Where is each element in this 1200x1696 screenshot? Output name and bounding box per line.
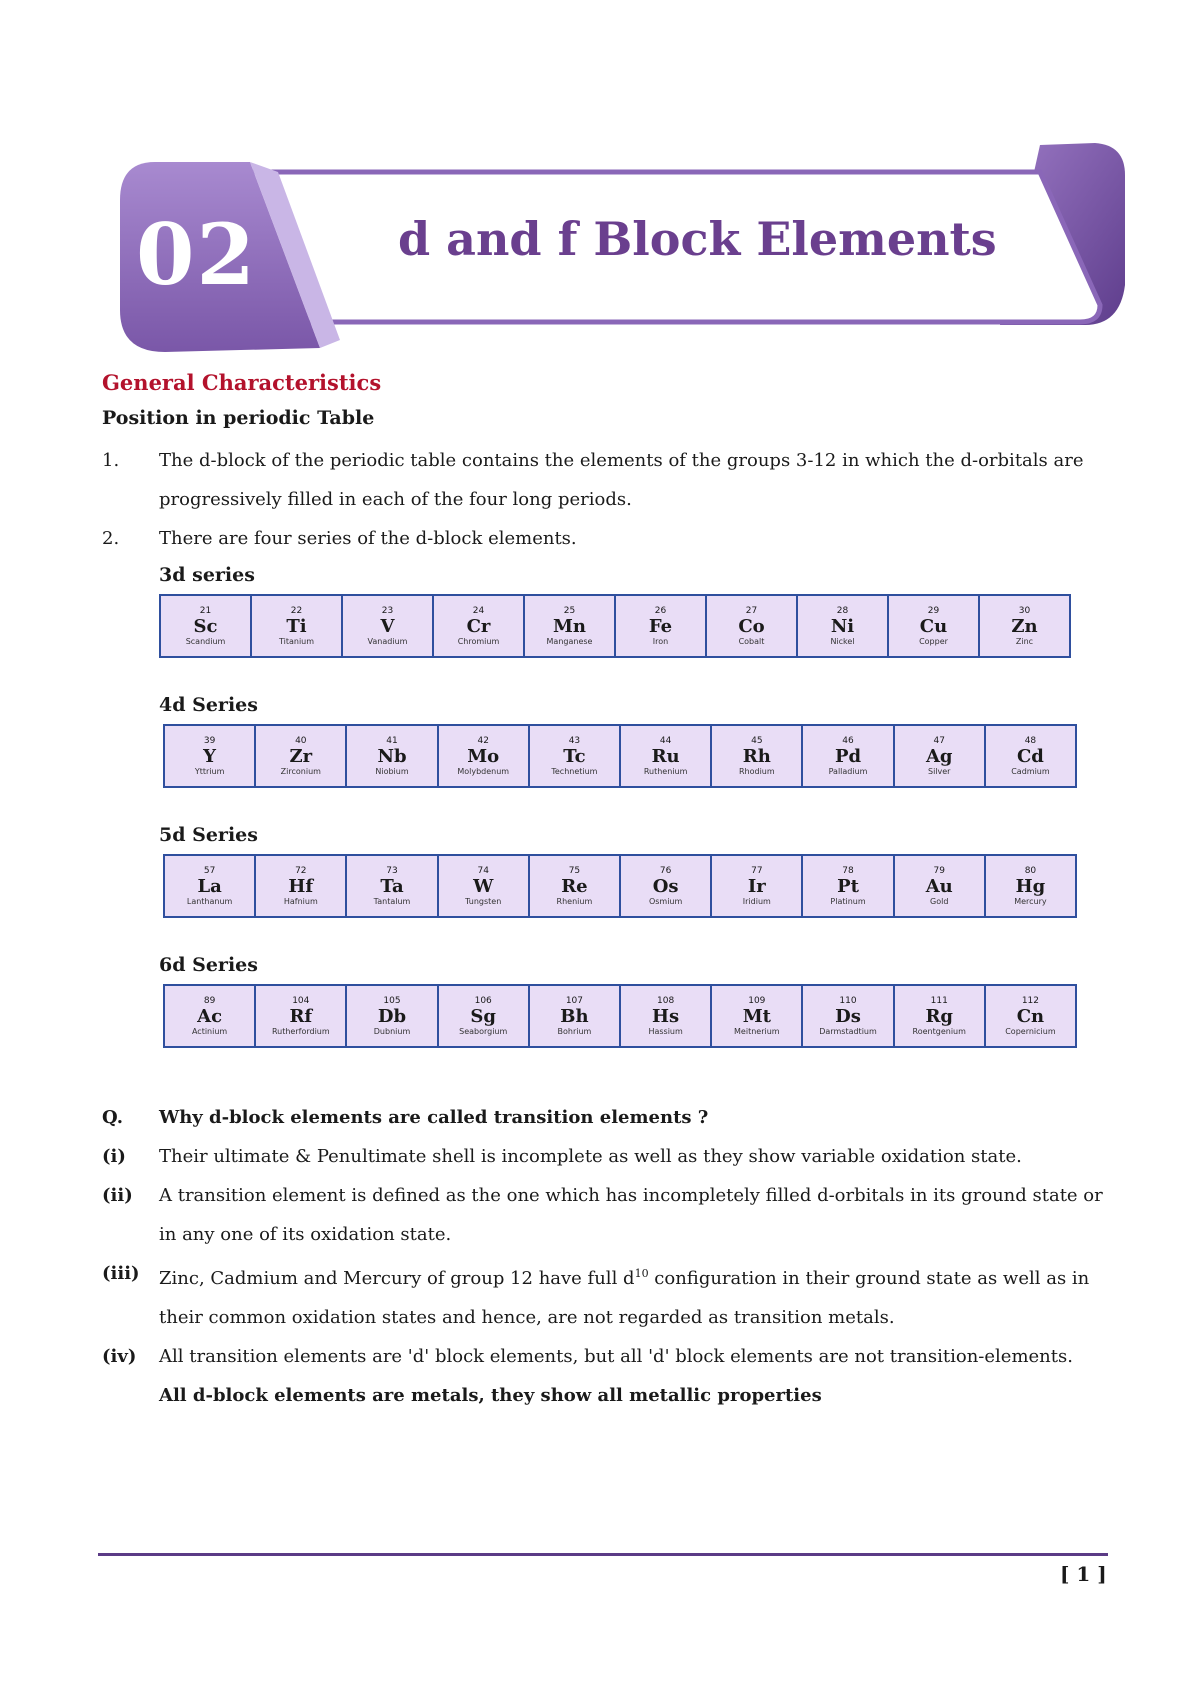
element-name: Platinum <box>830 896 866 906</box>
answer-number: (iii) <box>102 1263 140 1284</box>
item-text: There are four series of the d-block elements. <box>159 528 577 549</box>
element-symbol: Au <box>925 875 953 897</box>
element-cell <box>895 726 986 786</box>
element-name: Yttrium <box>194 766 225 776</box>
element-symbol: Y <box>203 745 217 767</box>
element-name: Niobium <box>375 766 409 776</box>
element-cell <box>798 596 889 656</box>
atomic-number: 107 <box>565 995 583 1006</box>
element-symbol: Re <box>561 875 588 897</box>
element-cell <box>530 986 621 1046</box>
atomic-number: 22 <box>290 605 303 616</box>
element-symbol: Co <box>738 615 765 637</box>
atomic-number: 21 <box>199 605 212 616</box>
element-symbol: Sg <box>470 1005 496 1027</box>
series-label: 3d series <box>159 564 255 586</box>
element-name: Ruthenium <box>643 766 688 776</box>
element-name: Cobalt <box>738 636 765 646</box>
footer-rule <box>98 1553 1108 1556</box>
element-symbol: Mo <box>467 745 500 767</box>
element-name: Osmium <box>648 896 683 906</box>
answer-item <box>102 1254 1112 1337</box>
element-symbol: Ac <box>197 1005 223 1027</box>
element-symbol: Hs <box>652 1005 680 1027</box>
element-cell <box>530 856 621 916</box>
element-name: Palladium <box>828 766 868 776</box>
atomic-number: 75 <box>568 865 581 876</box>
chapter-number: 02 <box>136 205 257 304</box>
element-cell <box>347 726 438 786</box>
element-cell <box>803 856 894 916</box>
element-symbol: Zn <box>1011 615 1038 637</box>
atomic-number: 72 <box>295 865 307 876</box>
question-text: Why d-block elements are called transition elements ? <box>159 1107 709 1128</box>
series-container <box>102 564 1112 1048</box>
element-cell <box>434 596 525 656</box>
element-name: Tantalum <box>373 896 411 906</box>
element-name: Seaborgium <box>459 1026 508 1036</box>
element-symbol: Rf <box>289 1005 313 1027</box>
element-symbol: Nb <box>377 745 407 767</box>
element-symbol: Cd <box>1016 745 1044 767</box>
element-name: Hafnium <box>283 896 318 906</box>
element-cell <box>980 596 1069 656</box>
element-name: Tungsten <box>465 896 502 906</box>
answer-item <box>102 1337 1112 1376</box>
element-cell <box>161 596 252 656</box>
answer-text-end: configuration in their ground state as well as in their common oxidation states and hence, are not regarded as transition metals. <box>159 1268 1090 1328</box>
element-cell <box>616 596 707 656</box>
atomic-number: 108 <box>657 995 675 1006</box>
atomic-number: 44 <box>659 735 672 746</box>
element-cell <box>707 596 798 656</box>
element-cell <box>895 856 986 916</box>
element-cell <box>525 596 616 656</box>
answer-text-start: Zinc, Cadmium and Mercury of group 12 have full d <box>159 1268 635 1289</box>
element-symbol: Ru <box>651 745 680 767</box>
atomic-number: 24 <box>472 605 485 616</box>
element-name: Rhodium <box>738 766 775 776</box>
atomic-number: 26 <box>654 605 667 616</box>
element-cell <box>803 726 894 786</box>
atomic-number: 110 <box>839 995 857 1006</box>
list-item <box>102 519 1112 558</box>
element-cell <box>347 986 438 1046</box>
element-cell <box>986 986 1075 1046</box>
atomic-number: 111 <box>930 995 948 1006</box>
element-name: Iridium <box>742 896 771 906</box>
element-cell <box>712 986 803 1046</box>
page-number: [ 1 ] <box>1060 1562 1107 1586</box>
element-cell <box>621 726 712 786</box>
element-cell <box>986 856 1075 916</box>
atomic-number: 25 <box>563 605 576 616</box>
page-content <box>102 370 1112 1415</box>
atomic-number: 48 <box>1024 735 1037 746</box>
element-cell <box>165 726 256 786</box>
element-cell <box>530 726 621 786</box>
atomic-number: 45 <box>751 735 763 746</box>
element-symbol: Ds <box>835 1005 861 1027</box>
atomic-number: 77 <box>751 865 763 876</box>
element-name: Silver <box>927 766 951 776</box>
atomic-number: 109 <box>748 995 766 1006</box>
atomic-number: 76 <box>659 865 672 876</box>
atomic-number: 112 <box>1021 995 1040 1006</box>
element-name: Copernicium <box>1005 1026 1056 1036</box>
atomic-number: 23 <box>381 605 394 616</box>
element-symbol: Ir <box>747 875 766 897</box>
element-cell <box>439 726 530 786</box>
answer-number: (iv) <box>102 1346 137 1367</box>
atomic-number: 73 <box>386 865 398 876</box>
answer-item <box>102 1137 1112 1176</box>
element-symbol: Pd <box>834 745 862 767</box>
element-cell <box>621 856 712 916</box>
element-symbol: Hg <box>1015 875 1046 897</box>
atomic-number: 89 <box>203 995 216 1006</box>
element-name: Actinium <box>191 1026 228 1036</box>
element-symbol: Fe <box>648 615 673 637</box>
element-name: Mercury <box>1014 896 1047 906</box>
element-name: Nickel <box>830 636 855 646</box>
section-subtitle: Position in periodic Table <box>102 407 375 429</box>
answer-text: Their ultimate & Penultimate shell is incomplete as well as they show variable oxidation state. <box>159 1146 1022 1167</box>
element-symbol: V <box>380 615 395 637</box>
element-cell <box>712 856 803 916</box>
section-title: General Characteristics <box>102 370 382 395</box>
element-symbol: Rg <box>925 1005 953 1027</box>
element-table <box>163 724 1077 788</box>
atomic-number: 30 <box>1018 605 1031 616</box>
element-symbol: Mt <box>742 1005 771 1027</box>
atomic-number: 79 <box>933 865 945 876</box>
item-text: The d-block of the periodic table contains the elements of the groups 3-12 in which the d-orbitals are progressively filled in each of the four long periods. <box>159 450 1084 510</box>
element-symbol: Cr <box>466 615 491 637</box>
series-label: 4d Series <box>159 694 258 716</box>
item-number: 1. <box>102 450 120 471</box>
element-symbol: Pt <box>837 875 859 897</box>
chapter-banner <box>0 0 1200 360</box>
atomic-number: 42 <box>477 735 489 746</box>
element-name: Darmstadtium <box>819 1026 877 1036</box>
element-name: Bohrium <box>557 1026 592 1036</box>
atomic-number: 46 <box>842 735 854 746</box>
summary-line <box>102 1376 1112 1415</box>
atomic-number: 39 <box>203 735 216 746</box>
element-cell <box>889 596 980 656</box>
atomic-number: 40 <box>295 735 307 746</box>
answer-number: (ii) <box>102 1185 133 1206</box>
series-label: 6d Series <box>159 954 258 976</box>
element-name: Cadmium <box>1011 766 1050 776</box>
element-symbol: Ta <box>380 875 404 897</box>
question-block <box>102 1098 1112 1415</box>
element-name: Molybdenum <box>457 766 510 776</box>
element-name: Technetium <box>551 766 598 776</box>
element-symbol: Tc <box>563 745 586 767</box>
element-symbol: Db <box>377 1005 407 1027</box>
element-name: Meitnerium <box>734 1026 780 1036</box>
element-symbol: Hf <box>288 875 314 897</box>
atomic-number: 105 <box>383 995 401 1006</box>
element-cell <box>165 986 256 1046</box>
answer-text <box>159 1254 1112 1337</box>
list-item <box>102 441 1112 519</box>
element-name: Roentgenium <box>912 1026 966 1036</box>
element-symbol: Cn <box>1016 1005 1045 1027</box>
series-label: 5d Series <box>159 824 258 846</box>
atomic-number: 27 <box>745 605 758 616</box>
element-name: Iron <box>652 636 669 646</box>
summary-text: All d-block elements are metals, they show all metallic properties <box>159 1385 822 1406</box>
element-symbol: W <box>473 875 494 897</box>
element-cell <box>712 726 803 786</box>
element-symbol: Ti <box>286 615 307 637</box>
superscript: 10 <box>634 1267 649 1280</box>
element-symbol: Zr <box>289 745 313 767</box>
element-symbol: Ag <box>925 745 953 767</box>
atomic-number: 47 <box>933 735 945 746</box>
answer-item <box>102 1176 1112 1254</box>
chapter-title: d and f Block Elements <box>398 212 997 266</box>
element-name: Dubnium <box>373 1026 411 1036</box>
element-name: Rutherfordium <box>271 1026 330 1036</box>
element-symbol: Os <box>652 875 679 897</box>
answer-number: (i) <box>102 1146 126 1167</box>
atomic-number: 29 <box>927 605 940 616</box>
element-name: Titanium <box>278 636 315 646</box>
answer-text: All transition elements are 'd' block elements, but all 'd' block elements are not transition-elements. <box>159 1346 1073 1367</box>
element-name: Manganese <box>546 636 593 646</box>
element-cell <box>343 596 434 656</box>
item-number: 2. <box>102 528 120 549</box>
element-cell <box>165 856 256 916</box>
element-cell <box>347 856 438 916</box>
element-name: Scandium <box>185 636 226 646</box>
element-cell <box>803 986 894 1046</box>
atomic-number: 80 <box>1024 865 1037 876</box>
atomic-number: 74 <box>477 865 489 876</box>
element-name: Rhenium <box>556 896 593 906</box>
atomic-number: 41 <box>386 735 398 746</box>
element-table <box>159 594 1071 658</box>
element-symbol: Mn <box>552 615 586 637</box>
answer-text: A transition element is defined as the one which has incompletely filled d-orbitals in its ground state or in any one of its oxidation state. <box>159 1185 1103 1245</box>
element-symbol: La <box>197 875 222 897</box>
element-table <box>163 854 1077 918</box>
element-name: Hassium <box>648 1026 683 1036</box>
atomic-number: 57 <box>203 865 216 876</box>
question-number: Q. <box>102 1107 124 1128</box>
element-name: Copper <box>919 636 948 646</box>
element-name: Zirconium <box>280 766 321 776</box>
element-symbol: Ni <box>830 615 855 637</box>
element-cell <box>895 986 986 1046</box>
atomic-number: 106 <box>474 995 492 1006</box>
element-cell <box>252 596 343 656</box>
atomic-number: 104 <box>292 995 310 1006</box>
element-name: Lanthanum <box>186 896 233 906</box>
element-cell <box>986 726 1075 786</box>
element-cell <box>439 856 530 916</box>
element-name: Vanadium <box>367 636 408 646</box>
element-symbol: Cu <box>919 615 948 637</box>
element-table <box>163 984 1077 1048</box>
element-cell <box>256 726 347 786</box>
atomic-number: 28 <box>836 605 849 616</box>
element-symbol: Rh <box>742 745 771 767</box>
element-cell <box>439 986 530 1046</box>
element-cell <box>256 856 347 916</box>
element-name: Zinc <box>1015 636 1034 646</box>
element-name: Gold <box>930 896 949 906</box>
atomic-number: 78 <box>842 865 854 876</box>
atomic-number: 43 <box>568 735 581 746</box>
element-symbol: Sc <box>193 615 218 637</box>
element-symbol: Bh <box>560 1005 589 1027</box>
element-name: Chromium <box>457 636 500 646</box>
element-cell <box>621 986 712 1046</box>
question <box>102 1098 1112 1137</box>
element-cell <box>256 986 347 1046</box>
